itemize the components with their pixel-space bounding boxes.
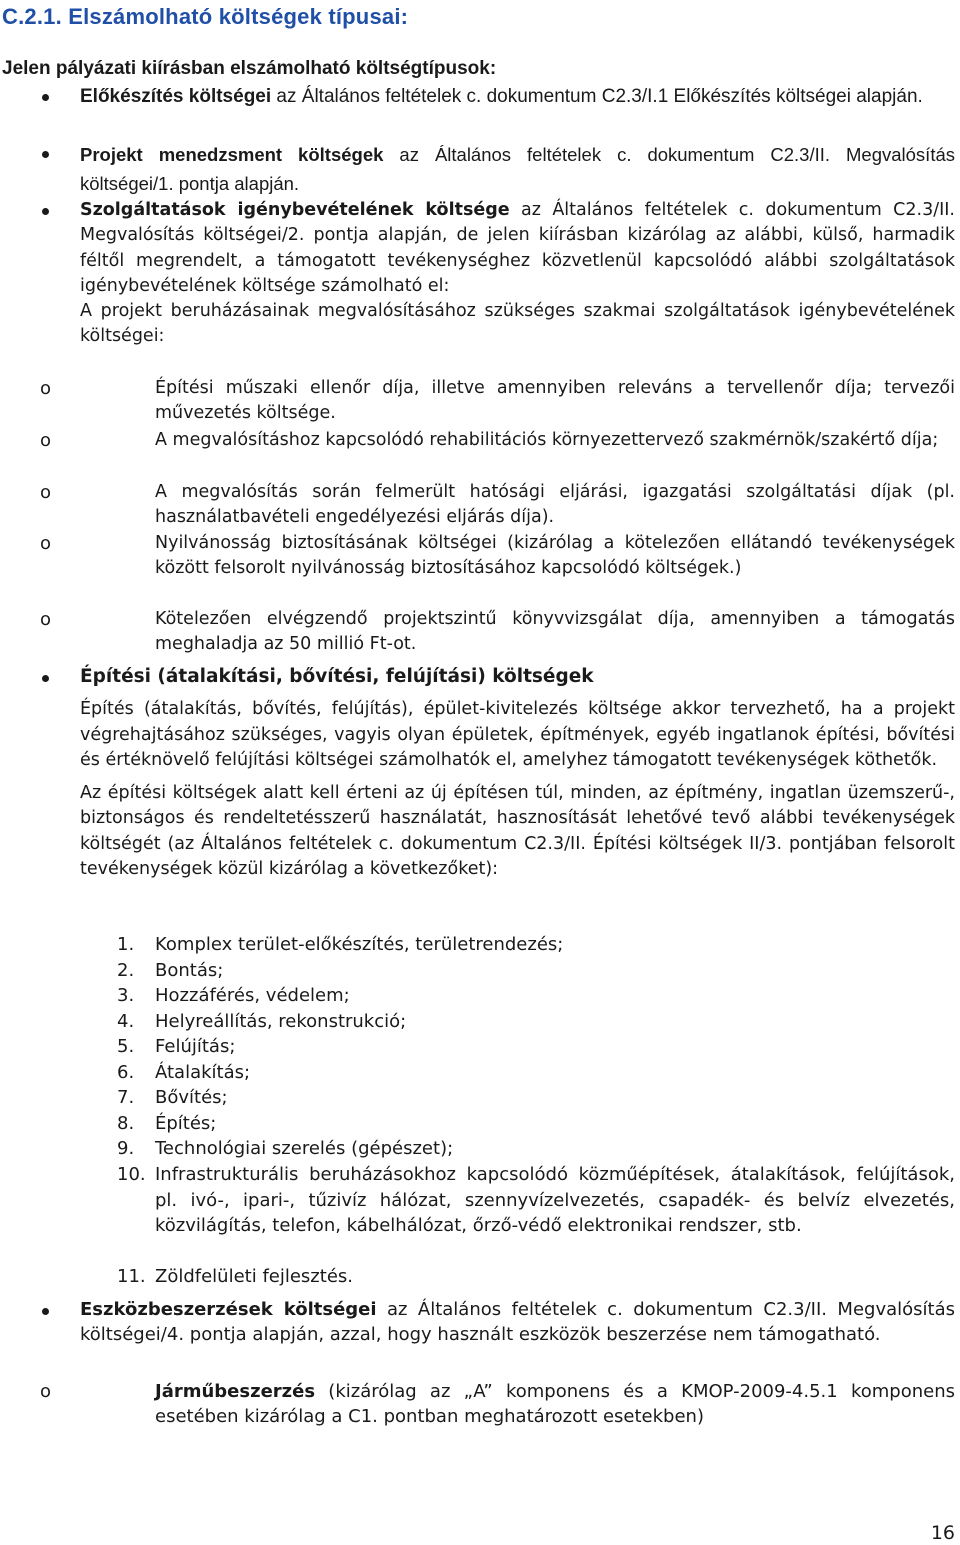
sub-item-text: Nyilvánosság biztosításának költségei (kizárólag a kötelezően ellátandó tevékenységek között felsorolt nyilvánosság biztosításához kapcsolódó költségek.)	[155, 533, 955, 579]
bullet-body	[80, 1297, 955, 1348]
bullet-text	[80, 85, 955, 108]
bullet-bold: Építési (átalakítási, bővítési, felújítási) költségek	[80, 666, 594, 687]
item-text: Helyreállítás, rekonstrukció;	[155, 1011, 407, 1032]
sub-bullet-marker: o	[40, 378, 52, 399]
bullet-rest: az Általános feltételek c. dokumentum C2.3/II. Megvalósítás költségei/1. pontja alapján.	[80, 144, 955, 194]
item-text: Felújítás;	[155, 1036, 236, 1057]
sub-item-text: A megvalósításhoz kapcsolódó rehabilitációs környezettervező szakmérnök/szakértő díja;	[155, 430, 939, 450]
sub-bullet-marker: o	[40, 533, 52, 554]
bullet-icon	[42, 675, 49, 682]
item-number: 9.	[117, 1138, 135, 1159]
item-text: Technológiai szerelés (gépészet);	[155, 1138, 454, 1159]
item-number: 4.	[117, 1011, 135, 1032]
item-text: Építés;	[155, 1113, 217, 1134]
item-text: Bontás;	[155, 960, 224, 981]
item-number: 7.	[117, 1087, 135, 1108]
sub-bullet-marker: o	[40, 609, 52, 630]
bullet-text	[80, 1297, 955, 1348]
sub-item-text	[155, 1379, 955, 1430]
bullet-text	[80, 140, 955, 198]
item-text: Komplex terület-előkészítés, területrendezés;	[155, 934, 564, 955]
bullet-paragraph-2: Az építési költségek alatt kell érteni az új építésen túl, minden, az építmény, ingatlan üzemszerű-, biztonságos és rendeltetésszerű használatát, hasznosítását lehetővé tevő alábbi tevékenységek költségét (az Általános feltételek c. dokumentum C2.3/II. Építési költségek II/3. pontjában felsorolt tevékenységek közül kizárólag a következőket):	[80, 783, 955, 880]
bullet-rest: az Általános feltételek c. dokumentum C2.3/II. Megvalósítás költségei/4. pontja alapján, azzal, hogy használt eszközök beszerzése nem támogatható.	[80, 1299, 955, 1346]
bullet-bold: Eszközbeszerzések költségei	[80, 1299, 377, 1320]
item-number: 5.	[117, 1036, 135, 1057]
bullet-text	[80, 198, 955, 299]
bullet-rest: az Általános feltételek c. dokumentum C2.3/II. Megvalósítás költségei/2. pontja alapján, de jelen kiírásban kizárólag az alábbi, külső, harmadik féltől megrendelt, a támogatott tevékenységhez közvetlenül kapcsolódó alábbi szolgáltatások igénybevételének költsége számolható el:	[80, 200, 955, 296]
bullet-icon	[42, 94, 49, 101]
item-text: Infrastrukturális beruházásokhoz kapcsolódó közműépítések, átalakítások, felújítások, pl. ivó-, ipari-, tűzivíz hálózat, szennyvízelvezetés, csapadék- és belvíz elvezetés, közvilágítás, telefon, kábelhálózat, őrző-védő elektronikai rendszer, stb.	[155, 1164, 955, 1236]
bullet-bold: Szolgáltatások igénybevételének költsége	[80, 200, 510, 220]
item-text: Hozzáférés, védelem;	[155, 985, 350, 1006]
bullet-bold: Előkészítés költségei	[80, 86, 272, 107]
sub-item-text: A megvalósítás során felmerült hatósági eljárási, igazgatási szolgáltatási díjak (pl. használatbavételi engedélyezési eljárás díja).	[155, 482, 955, 528]
sub-item-text: Építési műszaki ellenőr díja, illetve amennyiben releváns a tervellenőr díja; tervezői művezetés költsége.	[155, 378, 955, 424]
intro-line: Jelen pályázati kiírásban elszámolható költségtípusok:	[2, 58, 497, 79]
bullet-icon	[42, 151, 49, 158]
item-number: 6.	[117, 1062, 135, 1083]
item-number: 10.	[117, 1164, 146, 1185]
bullet-body	[80, 198, 955, 350]
bullet-body	[80, 85, 955, 108]
item-number: 11.	[117, 1266, 146, 1287]
sub-item-text: Kötelezően elvégzendő projektszintű könyvvizsgálat díja, amennyiben a támogatás meghaladja az 50 millió Ft-ot.	[155, 609, 955, 655]
item-number: 3.	[117, 985, 135, 1006]
bullet-rest: az Általános feltételek c. dokumentum C2.3/I.1 Előkészítés költségei alapján.	[271, 86, 923, 107]
item-number: 1.	[117, 934, 135, 955]
section-heading: C.2.1. Elszámolható költségek típusai:	[2, 4, 409, 29]
bullet-paragraph-2: A projekt beruházásainak megvalósításához szükséges szakmai szolgáltatások igénybevételének költségei:	[80, 301, 955, 347]
bullet-bold: Projekt menedzsment költségek	[80, 144, 384, 165]
page-number: 16	[930, 1522, 955, 1544]
bullet-title	[80, 664, 955, 689]
sub-bullet-marker: o	[40, 482, 52, 503]
sub-item-rest: (kizárólag az „A” komponens és a KMOP-2009-4.5.1 komponens esetében kizárólag a C1. pontban meghatározott esetekben)	[155, 1381, 955, 1428]
sub-bullet-marker: o	[40, 1381, 52, 1402]
sub-bullet-marker: o	[40, 430, 52, 451]
item-number: 2.	[117, 960, 135, 981]
item-text: Bővítés;	[155, 1087, 228, 1108]
item-text: Átalakítás;	[155, 1062, 251, 1083]
sub-item-bold: Járműbeszerzés	[155, 1381, 316, 1402]
item-text: Zöldfelületi fejlesztés.	[155, 1266, 353, 1287]
bullet-icon	[42, 1308, 49, 1315]
bullet-icon	[42, 208, 49, 215]
item-number: 8.	[117, 1113, 135, 1134]
bullet-paragraph-1: Építés (átalakítás, bővítés, felújítás), épület-kivitelezés költsége akkor tervezhető, ha a projekt végrehajtásához szükséges, vagyis olyan épületek, építmények, egyéb ingatlanok építési, bővítési és értéknövelő felújítási költségei számolhatók el, amelyhez támogatott tevékenységek köthetők.	[80, 699, 955, 770]
bullet-body	[80, 664, 955, 882]
bullet-body	[80, 140, 955, 198]
